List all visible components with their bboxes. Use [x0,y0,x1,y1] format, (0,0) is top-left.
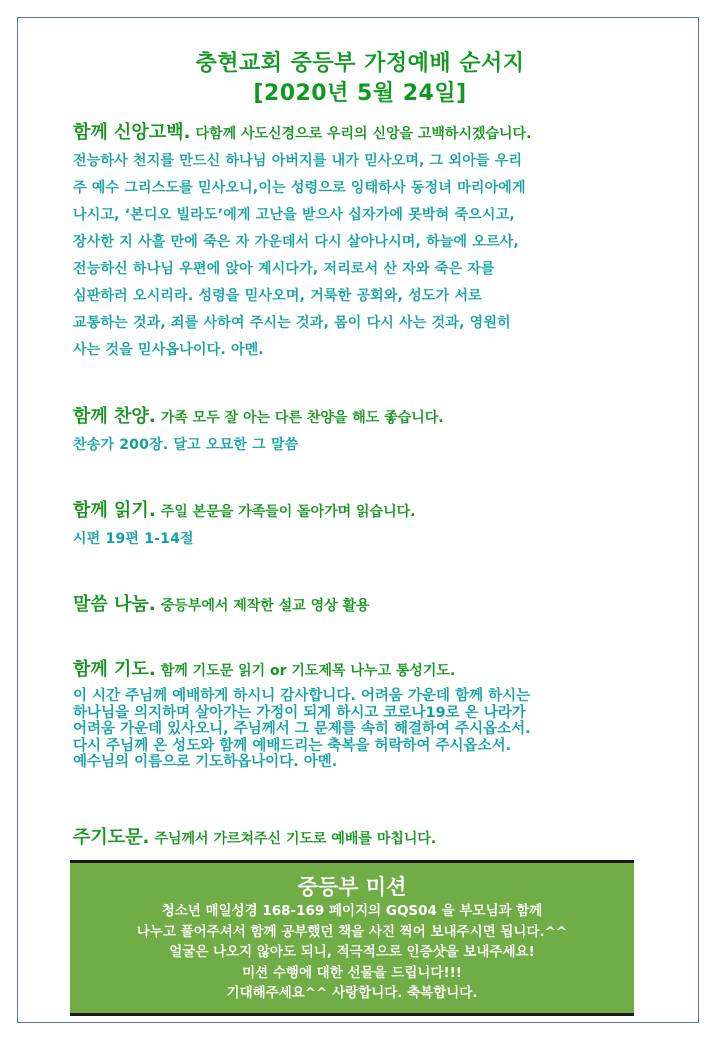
creed-line: 심판하러 오시리라. 성령을 믿사오며, 거룩한 공회와, 성도가 서로 [73,288,482,304]
praise-instruction: 가족 모두 잘 아는 다른 찬양을 해도 좋습니다. [160,410,444,426]
sharing-header [73,590,370,616]
lords-prayer-heading: 주기도문. [73,827,150,848]
mission-box [70,860,634,1016]
page-title: 충현교회 중등부 가정예배 순서지 [195,51,525,76]
reading-header [73,496,415,522]
reading-heading: 함께 읽기. [73,500,156,521]
confession-instruction: 다함께 사도신경으로 우리의 신앙을 고백하시겠습니다. [195,126,532,142]
prayer-text [73,688,643,771]
mission-title: 중등부 미션 [297,875,407,899]
creed-line: 사는 것을 믿사옵나이다. 아멘. [73,342,264,358]
prayer-header [73,655,455,681]
mission-line: 얼굴은 나오지 않아도 되니, 적극적으로 인증샷을 보내주세요! [169,944,535,960]
mission-line: 미션 수행에 대한 선물을 드립니다!!! [242,964,462,981]
prayer-line: 어려움 가운데 있사오니, 주님께서 그 문제를 속히 해결하여 주시옵소서. [73,721,531,737]
sharing-instruction: 중등부에서 제작한 설교 영상 활용 [160,598,370,614]
confession-heading: 함께 신앙고백. [73,122,191,143]
creed-line: 장사한 지 사흘 만에 죽은 자 가운데서 다시 살아나시며, 하늘에 오르사, [73,234,520,250]
mission-line: 청소년 매일성경 168-169 페이지의 GQS04 을 부모님과 함께 [161,903,543,919]
scripture-line: 시편 19편 1-14절 [73,531,194,547]
creed-line: 교통하는 것과, 죄를 사하여 주시는 것과, 몸이 다시 사는 것과, 영원히 [73,315,511,331]
page-date: [2020년 5월 24일] [253,81,467,106]
creed-line: 전능하신 하나님 우편에 앉아 계시다가, 저리로서 산 자와 죽은 자를 [73,261,495,277]
creed-line: 전능하사 천지를 만드신 하나님 아버지를 내가 믿사오며, 그 외아들 우리 [73,153,523,169]
sharing-heading: 말씀 나눔. [73,594,156,615]
hymn-line: 찬송가 200장. 달고 오묘한 그 말씀 [73,437,299,453]
creed-line: 주 예수 그리스도를 믿사오니,이는 성령으로 잉태하사 동정녀 마리아에게 [73,180,526,196]
reading-instruction: 주일 본문을 가족들이 돌아가며 읽습니다. [160,504,416,520]
praise-header [73,402,444,428]
confession-header [73,118,531,144]
prayer-line: 다시 주님께 온 성도와 함께 예배드리는 축복을 허락하여 주시옵소서. [73,737,512,754]
prayer-heading: 함께 기도. [73,659,156,680]
lords-prayer-header [73,823,436,849]
mission-line: 기대해주세요^^ 사랑합니다. 축복합니다. [226,985,478,1001]
prayer-line: 하나님을 의지하며 살아가는 가정이 되게 하시고 코로나19로 온 나라가 [73,704,526,721]
prayer-line: 예수님의 이름으로 기도하옵나이다. 아멘. [73,754,338,770]
mission-line: 나누고 풀어주셔서 함께 공부했던 책을 사진 찍어 보내주시면 됩니다.^^ [136,923,568,940]
lords-prayer-instruction: 주님께서 가르쳐주신 기도로 예배를 마칩니다. [154,831,437,847]
praise-heading: 함께 찬양. [73,406,156,427]
prayer-line: 이 시간 주님께 예배하게 하시니 감사합니다. 어려움 가운데 함께 하시는 [73,688,531,704]
creed-line: 나시고, ‘본디오 빌라도’에게 고난을 받으사 십자가에 못박혀 죽으시고, [73,207,515,223]
prayer-instruction: 함께 기도문 읽기 or 기도제목 나누고 통성기도. [160,663,456,679]
